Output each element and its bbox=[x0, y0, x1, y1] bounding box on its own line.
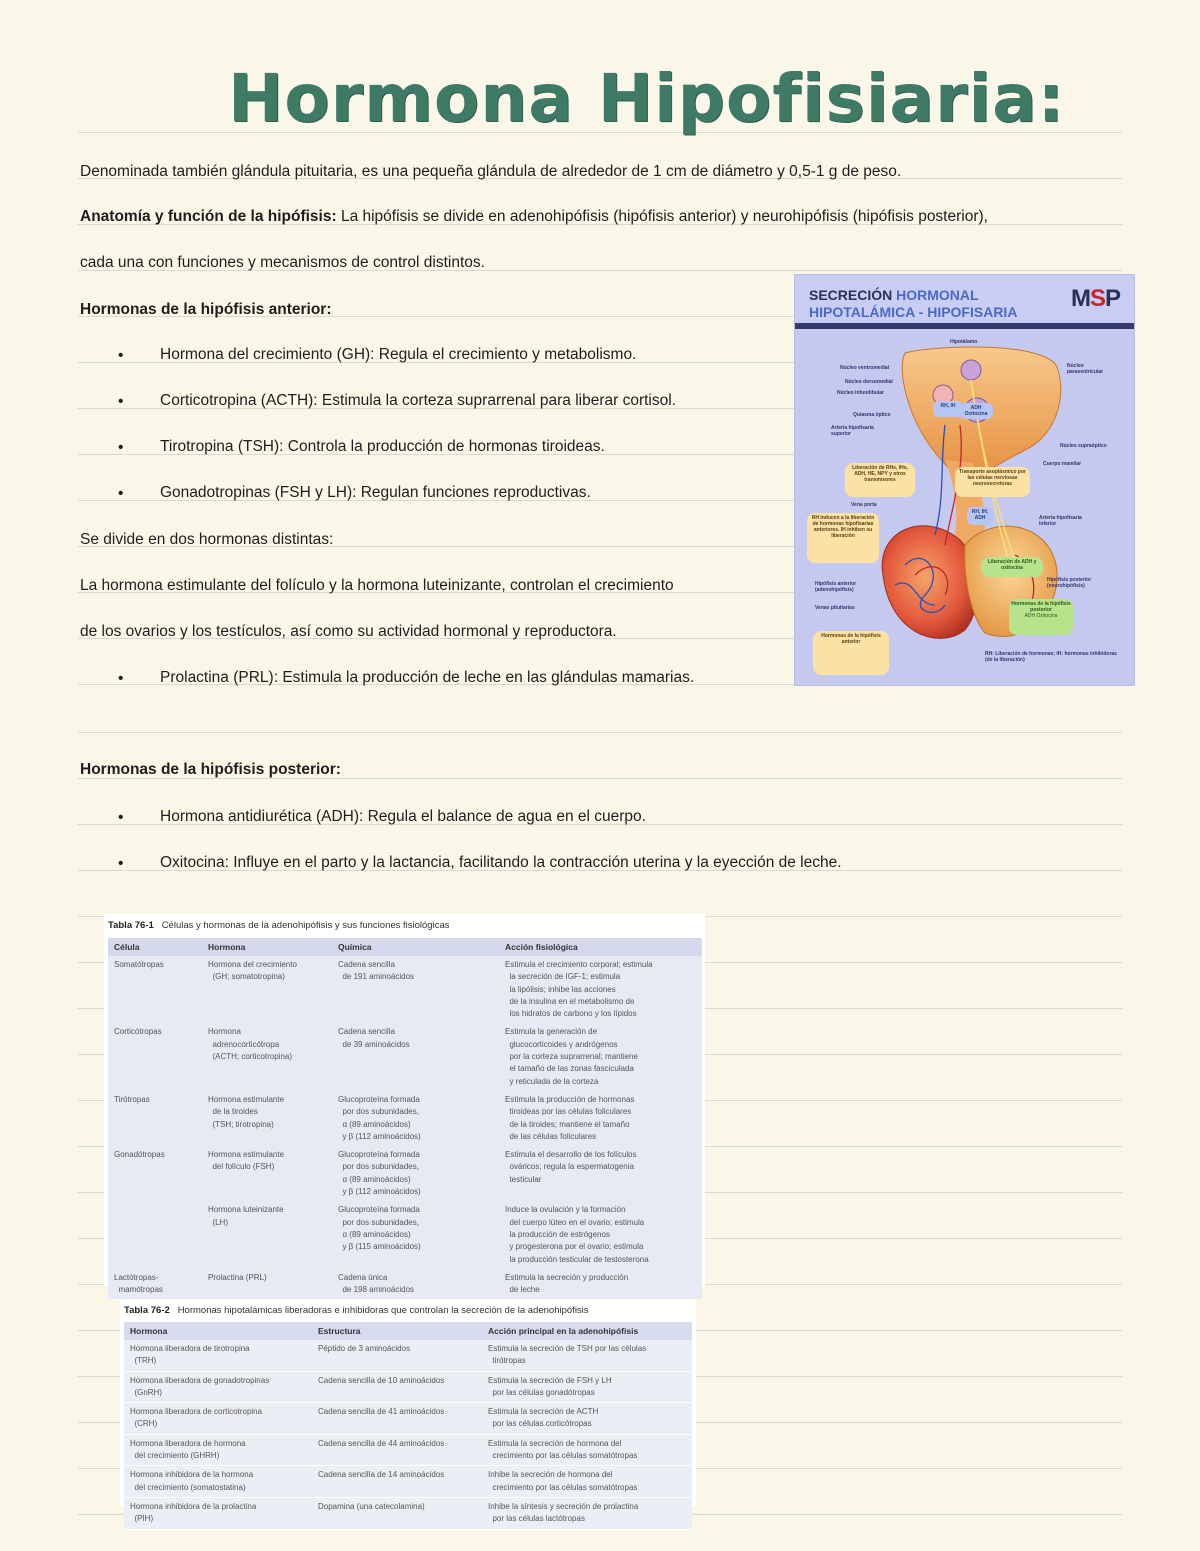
table-cell: Estimula la secreción y producción de leche bbox=[499, 1269, 702, 1300]
table-76-1-grid bbox=[108, 938, 702, 1299]
intro-text: Denominada también glándula pituitaria, es una pequeña glándula de alrededor de 1 cm de diámetro y 0,5-1 g de peso. bbox=[80, 163, 902, 180]
box-liberacion-adh: Liberación de ADH y oxitocina bbox=[981, 557, 1043, 577]
label-rh-ih: RH: Liberación de hormonas; IH: hormonas inhibidoras (de la liberación) bbox=[985, 651, 1117, 663]
box-transporte: Transporte axoplásmico por las células nerviosas neurosecretoras bbox=[955, 467, 1030, 497]
infographic-secrecion-hormonal bbox=[794, 274, 1135, 686]
table-cell: Estimula el crecimiento corporal; estimula la secreción de IGF-1; estimula la lipólisis; inhibe las acciones de la insulina en el metabolismo de los hidratos de carbono y los lípidos bbox=[499, 956, 702, 1023]
table-row bbox=[124, 1371, 692, 1403]
table-cell: Péptido de 3 aminoácidos bbox=[312, 1340, 482, 1371]
box-hormonas-anterior: Hormonas de la hipófisis anterior bbox=[813, 631, 889, 675]
table-cell: Inhibe la síntesis y secreción de prolactina por las células lactótropas bbox=[482, 1497, 692, 1529]
table-cell: Hormona liberadora de tirotropina (TRH) bbox=[124, 1340, 312, 1371]
column-header: Hormona bbox=[124, 1322, 312, 1340]
label-paraventricular: Núcleo paraventricular bbox=[1067, 363, 1104, 375]
list-item: Hormona del crecimiento (GH): Regula el crecimiento y metabolismo. bbox=[160, 346, 637, 363]
table-cell: Tirótropas bbox=[108, 1091, 202, 1146]
table-row bbox=[108, 956, 702, 1023]
table-76-1 bbox=[104, 914, 705, 1295]
table-row bbox=[108, 1091, 702, 1146]
list-item: Corticotropina (ACTH): Estimula la corteza suprarrenal para liberar cortisol. bbox=[160, 392, 676, 409]
table-row bbox=[108, 1023, 702, 1090]
table-cell: Cadena única de 198 aminoácidos bbox=[332, 1269, 499, 1300]
table-cell: Hormona liberadora de corticotropina (CRH) bbox=[124, 1403, 312, 1435]
table-cell: Hormona liberadora de hormona del crecimiento (GHRH) bbox=[124, 1434, 312, 1466]
label-cuerpo-mamilar: Cuerpo mamilar bbox=[1043, 461, 1082, 467]
table-cell: Cadena sencilla de 14 aminoácidos bbox=[312, 1466, 482, 1498]
column-header: Estructura bbox=[312, 1322, 482, 1340]
table-cell: Somatótropas bbox=[108, 956, 202, 1023]
box-adh-oxitocina: ADH Oxitocina bbox=[959, 403, 993, 419]
table-cell: Hormona del crecimiento (GH; somatotropina) bbox=[202, 956, 332, 1023]
label-arteria-inferior: Arteria hipofisaria inferior bbox=[1039, 515, 1082, 527]
table-cell: Hormona estimulante del folículo (FSH) bbox=[202, 1146, 332, 1201]
table-cell: Hormona liberadora de gonadotropinas (GnRH) bbox=[124, 1371, 312, 1403]
table-cell: Prolactina (PRL) bbox=[202, 1269, 332, 1300]
column-header: Célula bbox=[108, 938, 202, 956]
label-supraoptico: Núcleo supraóptico bbox=[1060, 443, 1107, 449]
anatomy-heading: Anatomía y función de la hipófisis: bbox=[80, 208, 337, 225]
label-quiasma: Quiasma óptico bbox=[853, 412, 891, 418]
table-cell: Hormona luteinizante (LH) bbox=[202, 1201, 332, 1268]
table-cell: Dopamina (una catecolamina) bbox=[312, 1497, 482, 1529]
table-cell: Inhibe la secreción de hormona del crecimiento por las células somatótropas bbox=[482, 1466, 692, 1498]
anterior-heading: Hormonas de la hipófisis anterior: bbox=[80, 301, 332, 318]
label-hipotalamo: Hipotálamo bbox=[950, 339, 978, 345]
table-cell: Estimula la secreción de FSH y LH por las células gonadótropas bbox=[482, 1371, 692, 1403]
bullet: • bbox=[118, 855, 124, 872]
table-row bbox=[124, 1466, 692, 1498]
table-cell: Cadena sencilla de 41 aminoácidos bbox=[312, 1403, 482, 1435]
table-cell: Hormona inhibidora de la hormona del crecimiento (somatostatina) bbox=[124, 1466, 312, 1498]
bullet: • bbox=[118, 809, 124, 826]
label-dorsomedial: Núcleo dorsomedial bbox=[845, 379, 893, 385]
msp-logo: MSP bbox=[1070, 285, 1120, 312]
table-cell: Gonadótropas bbox=[108, 1146, 202, 1201]
table-76-1-caption: Tabla 76-1 Células y hormonas de la adenohipófisis y sus funciones fisiológicas bbox=[108, 920, 450, 931]
list-item: Oxitocina: Influye en el parto y la lactancia, facilitando la contracción uterina y la eyección de leche. bbox=[160, 854, 842, 871]
table-cell: Estimula la secreción de hormona del crecimiento por las células somatótropas bbox=[482, 1434, 692, 1466]
table-cell: Estimula la secreción de ACTH por las células corticótropas bbox=[482, 1403, 692, 1435]
label-ventromedial: Núcleo ventromedial bbox=[840, 365, 890, 371]
list-item: Gonadotropinas (FSH y LH): Regulan funciones reproductivas. bbox=[160, 484, 591, 501]
bullet: • bbox=[118, 439, 124, 456]
list-item: Tirotropina (TSH): Controla la producción de hormonas tiroideas. bbox=[160, 438, 605, 455]
table-cell: Cadena sencilla de 191 aminoácidos bbox=[332, 956, 499, 1023]
table-76-2-caption: Tabla 76-2 Hormonas hipotalámicas liberadoras e inhibidoras que controlan la secreción de la adenohipófisis bbox=[124, 1305, 589, 1316]
column-header: Acción principal en la adenohipófisis bbox=[482, 1322, 692, 1340]
list-item: Hormona antidiurética (ADH): Regula el balance de agua en el cuerpo. bbox=[160, 808, 646, 825]
table-cell bbox=[108, 1201, 202, 1268]
label-hipofisis-posterior: Hipófisis posterior (neurohipófisis) bbox=[1047, 577, 1092, 589]
box-hormonas-posterior: Hormonas de la hipófisis posterior ADH Oxitocina bbox=[1009, 599, 1073, 635]
page-title: Hormona Hipofisiaria: bbox=[228, 60, 1066, 137]
table-76-2 bbox=[120, 1300, 696, 1524]
box-rh-ih-adh: RH, IH, ADH bbox=[967, 507, 993, 525]
table-cell: Cadena sencilla de 10 aminoácidos bbox=[312, 1371, 482, 1403]
table-cell: Induce la ovulación y la formación del cuerpo lúteo en el ovario; estimula la producción de estrógenos y progesterona por el ovario; estimula la producción testicular de testosterona bbox=[499, 1201, 702, 1268]
table-cell: Hormona estimulante de la tiroides (TSH; tirotropina) bbox=[202, 1091, 332, 1146]
table-cell: Estimula la secreción de TSH por las células tirótropas bbox=[482, 1340, 692, 1371]
infographic-title-line2: HIPOTALÁMICA - HIPOFISARIA bbox=[809, 304, 1018, 320]
label-vena-porta: Vena porta bbox=[851, 502, 877, 508]
table-cell: Estimula la producción de hormonas tiroideas por las células foliculares de la tiroides; mantiene el tamaño de las células foliculares bbox=[499, 1091, 702, 1146]
label-hipofisis-anterior: Hipófisis anterior (adenohipófisis) bbox=[815, 581, 857, 593]
table-cell: Hormona adrenocorticótropa (ACTH; corticotropina) bbox=[202, 1023, 332, 1090]
gonado-text-2: de los ovarios y los testículos, así como su actividad hormonal y reproductora. bbox=[80, 623, 617, 640]
bullet: • bbox=[118, 393, 124, 410]
table-cell: Lactótropas- mamótropas bbox=[108, 1269, 202, 1300]
column-header: Química bbox=[332, 938, 499, 956]
label-infundibular: Núcleo infundibular bbox=[837, 390, 884, 396]
table-row bbox=[108, 1269, 702, 1300]
gonado-text-1: La hormona estimulante del folículo y la hormona luteinizante, controlan el crecimiento bbox=[80, 577, 674, 594]
table-row bbox=[124, 1403, 692, 1435]
table-cell: Hormona inhibidora de la prolactina (PIH) bbox=[124, 1497, 312, 1529]
anatomy-paragraph bbox=[80, 207, 988, 227]
table-cell: Glucoproteína formada por dos subunidades, α (89 aminoácidos) y β (112 aminoácidos) bbox=[332, 1091, 499, 1146]
anatomy-text-2: cada una con funciones y mecanismos de control distintos. bbox=[80, 254, 485, 271]
table-76-2-grid bbox=[124, 1322, 692, 1530]
posterior-heading: Hormonas de la hipófisis posterior: bbox=[80, 761, 341, 778]
table-cell: Estimula la generación de glucocorticoides y andrógenos por la corteza suprarrenal; mantiene el tamaño de las zonas fasciculada y reticulada de la corteza bbox=[499, 1023, 702, 1090]
bullet: • bbox=[118, 670, 124, 687]
bullet: • bbox=[118, 347, 124, 364]
split-text: Se divide en dos hormonas distintas: bbox=[80, 531, 334, 548]
infographic-title-line1: SECRECIÓN HORMONAL bbox=[809, 287, 979, 303]
box-rh-ih: RH, IH bbox=[933, 401, 963, 417]
table-cell: Cadena sencilla de 39 aminoácidos bbox=[332, 1023, 499, 1090]
bullet: • bbox=[118, 485, 124, 502]
table-row bbox=[108, 1146, 702, 1201]
column-header: Acción fisiológica bbox=[499, 938, 702, 956]
label-arteria-superior: Arteria hipofisaria superior bbox=[831, 425, 874, 437]
table-row bbox=[108, 1201, 702, 1268]
table-cell: Glucoproteína formada por dos subunidades, α (89 aminoácidos) y β (115 aminoácidos) bbox=[332, 1201, 499, 1268]
table-cell: Glucoproteína formada por dos subunidades, α (89 aminoácidos) y β (112 aminoácidos) bbox=[332, 1146, 499, 1201]
box-rh-inducen: RH inducen a la liberación de hormonas hipofisarias anteriores. IH inhiben su liberación bbox=[807, 513, 879, 563]
label-venas: Venas pituitarias bbox=[815, 605, 855, 611]
table-cell: Estimula el desarrollo de los folículos ováricos; regula la espermatogenia testicular bbox=[499, 1146, 702, 1201]
box-liberacion: Liberación de RHs, IHs, ADH, HE, NPY y otros transmisores bbox=[845, 463, 915, 497]
table-row bbox=[124, 1340, 692, 1371]
table-cell: Cadena sencilla de 44 aminoácidos bbox=[312, 1434, 482, 1466]
table-row bbox=[124, 1497, 692, 1529]
table-cell: Corticótropas bbox=[108, 1023, 202, 1090]
table-row bbox=[124, 1434, 692, 1466]
list-item-prolactina: Prolactina (PRL): Estimula la producción de leche en las glándulas mamarias. bbox=[160, 669, 695, 686]
anatomy-text: La hipófisis se divide en adenohipófisis (hipófisis anterior) y neurohipófisis (hipófisis posterior), bbox=[336, 208, 988, 225]
column-header: Hormona bbox=[202, 938, 332, 956]
